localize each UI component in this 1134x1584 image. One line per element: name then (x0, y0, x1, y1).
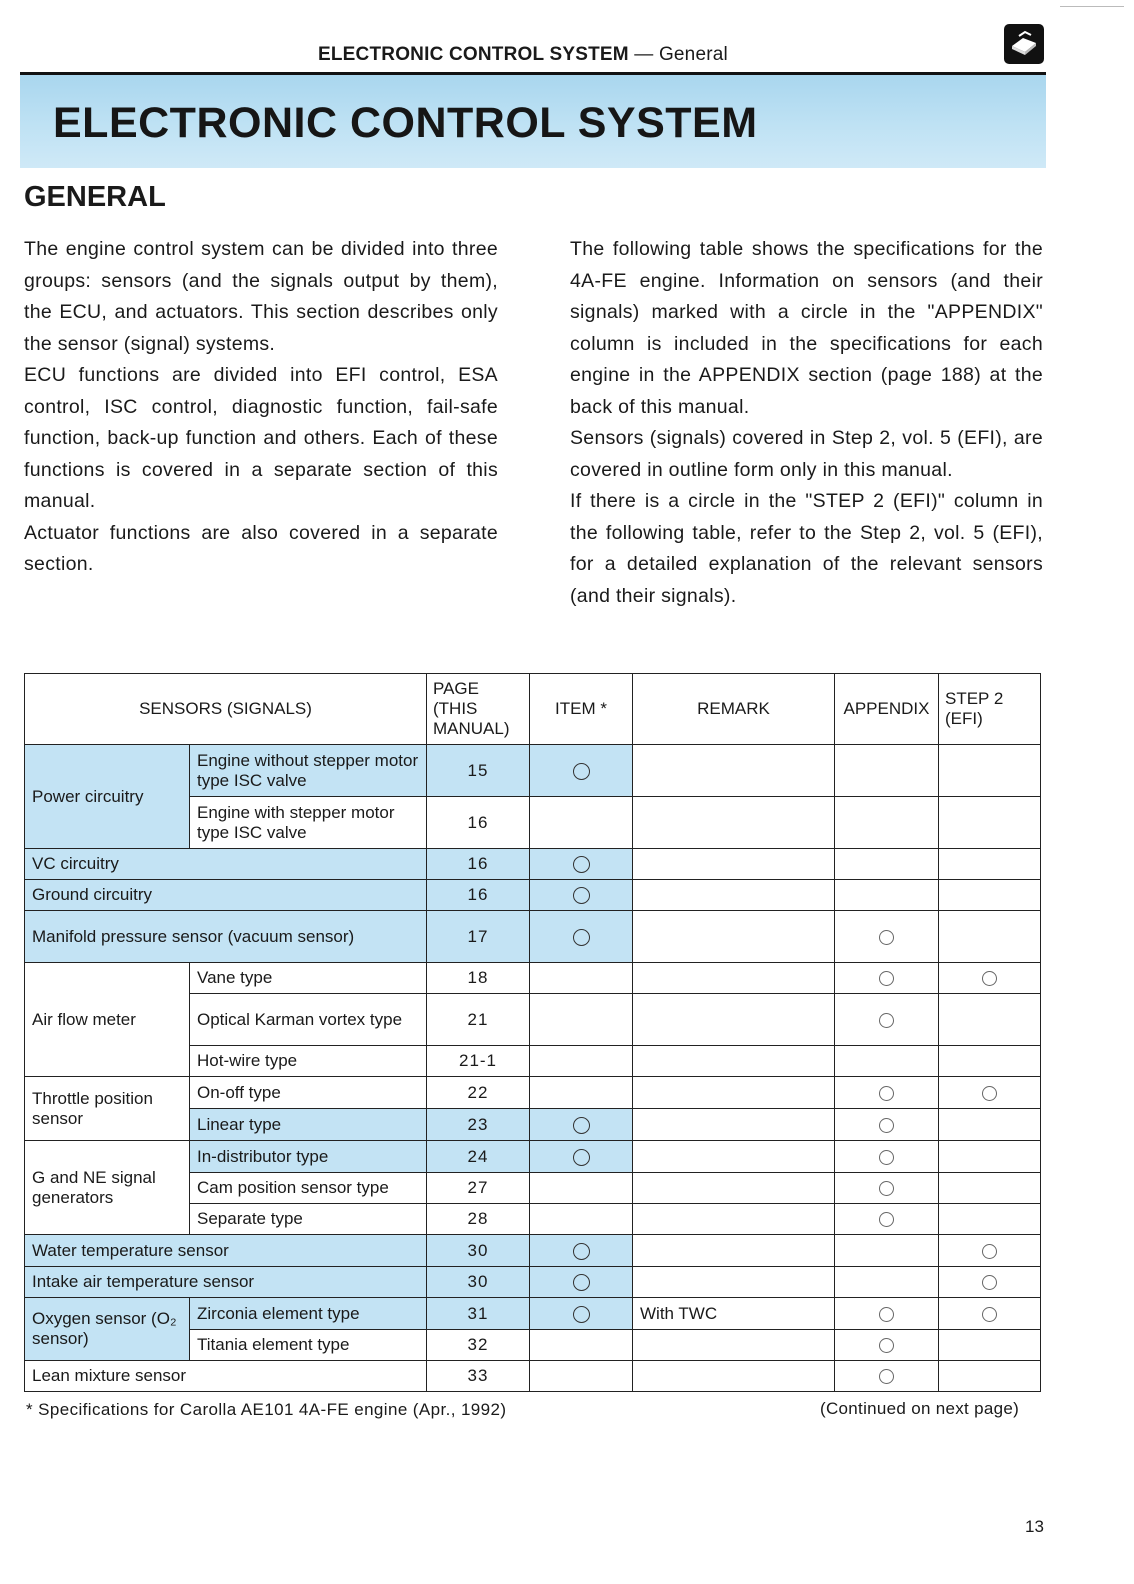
sensor-subtype: Titania element type (190, 1330, 427, 1361)
paragraph: The engine control system can be divided into three groups: sensors (and the signals output by them), the ECU, and actuators. This section describes only the sensor (signal) systems. (24, 238, 498, 355)
sensor-group: Oxygen sensor (O₂ sensor) (25, 1298, 190, 1361)
remark-cell (633, 1330, 835, 1361)
item-cell (530, 994, 633, 1046)
remark-cell (633, 1267, 835, 1298)
sensor-subtype: In-distributor type (190, 1141, 427, 1173)
table-header-row (25, 674, 1041, 745)
appendix-cell (835, 1141, 939, 1173)
paragraph: ECU functions are divided into EFI control, ESA control, ISC control, diagnostic function, fail-safe function, back-up function and others. Each of these functions is covered in a separate section of this manual. (24, 364, 498, 512)
item-cell (530, 1141, 633, 1173)
step2-cell (939, 1077, 1041, 1109)
step2-cell (939, 745, 1041, 797)
circle-mark-icon (879, 1338, 894, 1353)
table-row (25, 1141, 1041, 1173)
running-header (318, 44, 728, 66)
circle-mark-icon (879, 1013, 894, 1028)
remark-cell (633, 745, 835, 797)
circle-mark-icon (573, 856, 590, 873)
step2-cell (939, 963, 1041, 994)
table-row (25, 745, 1041, 797)
step2-cell (939, 1298, 1041, 1330)
header-sensors: SENSORS (SIGNALS) (25, 674, 427, 745)
title-banner (20, 75, 1046, 168)
item-cell (530, 797, 633, 849)
circle-mark-icon (573, 1117, 590, 1134)
item-cell (530, 1077, 633, 1109)
page-cell: 31 (427, 1298, 530, 1330)
remark-cell (633, 849, 835, 880)
page-cell: 16 (427, 797, 530, 849)
remark-cell (633, 994, 835, 1046)
item-cell (530, 911, 633, 963)
sensor-group: Air flow meter (25, 963, 190, 1077)
sensor-group: Power circuitry (25, 745, 190, 849)
remark-cell (633, 1204, 835, 1235)
item-cell (530, 1173, 633, 1204)
appendix-cell (835, 1361, 939, 1392)
appendix-cell (835, 1046, 939, 1077)
running-header-bold: ELECTRONIC CONTROL SYSTEM (318, 44, 629, 65)
paragraph: Sensors (signals) covered in Step 2, vol. 5 (EFI), are covered in outline form only in this manual. (570, 427, 1043, 481)
right-text-column (570, 234, 1043, 612)
circle-mark-icon (982, 971, 997, 986)
sensor-subtype: Engine with stepper motor type ISC valve (190, 797, 427, 849)
table-row (25, 849, 1041, 880)
remark-cell (633, 880, 835, 911)
table-row (25, 1298, 1041, 1330)
page-cell: 23 (427, 1109, 530, 1141)
circle-mark-icon (573, 1149, 590, 1166)
appendix-cell (835, 1109, 939, 1141)
appendix-cell (835, 797, 939, 849)
sensor-group: G and NE signal generators (25, 1141, 190, 1235)
table-footnote: * Specifications for Carolla AE101 4A-FE engine (Apr., 1992) (26, 1400, 507, 1419)
step2-cell (939, 994, 1041, 1046)
sensor-subtype: Engine without stepper motor type ISC valve (190, 745, 427, 797)
circle-mark-icon (879, 1086, 894, 1101)
circle-mark-icon (879, 971, 894, 986)
appendix-cell (835, 1267, 939, 1298)
step2-cell (939, 1267, 1041, 1298)
remark-cell (633, 797, 835, 849)
table-row (25, 911, 1041, 963)
appendix-cell (835, 1173, 939, 1204)
header-remark: REMARK (633, 674, 835, 745)
step2-cell (939, 1173, 1041, 1204)
circle-mark-icon (573, 887, 590, 904)
page-cell: 15 (427, 745, 530, 797)
page-cell: 30 (427, 1235, 530, 1267)
step2-cell (939, 849, 1041, 880)
sensor-subtype: Zirconia element type (190, 1298, 427, 1330)
sensor-spec-table (24, 673, 1041, 1392)
circle-mark-icon (573, 1243, 590, 1260)
appendix-cell (835, 963, 939, 994)
sensor-name: Lean mixture sensor (25, 1361, 427, 1392)
remark-cell (633, 1361, 835, 1392)
appendix-cell (835, 1330, 939, 1361)
table-row (25, 1267, 1041, 1298)
sensor-name: VC circuitry (25, 849, 427, 880)
appendix-cell (835, 1235, 939, 1267)
sensor-subtype: On-off type (190, 1077, 427, 1109)
page-cell: 28 (427, 1204, 530, 1235)
item-cell (530, 1267, 633, 1298)
step2-cell (939, 1141, 1041, 1173)
item-cell (530, 1298, 633, 1330)
step2-cell (939, 880, 1041, 911)
top-edge-rule (1060, 6, 1124, 7)
remark-cell (633, 911, 835, 963)
appendix-cell (835, 1077, 939, 1109)
circle-mark-icon (573, 763, 590, 780)
running-header-rest: — General (628, 44, 728, 65)
manual-book-icon (1004, 24, 1044, 64)
sensor-subtype: Hot-wire type (190, 1046, 427, 1077)
item-cell (530, 745, 633, 797)
circle-mark-icon (879, 1181, 894, 1196)
appendix-cell (835, 994, 939, 1046)
circle-mark-icon (573, 1274, 590, 1291)
circle-mark-icon (982, 1086, 997, 1101)
appendix-cell (835, 849, 939, 880)
circle-mark-icon (879, 1150, 894, 1165)
sensor-subtype: Linear type (190, 1109, 427, 1141)
appendix-cell (835, 745, 939, 797)
sensor-name: Ground circuitry (25, 880, 427, 911)
header-appendix: APPENDIX (835, 674, 939, 745)
remark-cell (633, 1141, 835, 1173)
item-cell (530, 1204, 633, 1235)
item-cell (530, 1361, 633, 1392)
header-step2: STEP 2 (EFI) (939, 674, 1041, 745)
table-row (25, 1361, 1041, 1392)
remark-cell (633, 1235, 835, 1267)
page-title: ELECTRONIC CONTROL SYSTEM (53, 99, 758, 147)
step2-cell (939, 1204, 1041, 1235)
sensor-group: Throttle position sensor (25, 1077, 190, 1141)
remark-cell (633, 1077, 835, 1109)
remark-cell (633, 1173, 835, 1204)
page-cell: 32 (427, 1330, 530, 1361)
circle-mark-icon (879, 1118, 894, 1133)
step2-cell (939, 1235, 1041, 1267)
sensor-subtype: Optical Karman vortex type (190, 994, 427, 1046)
remark-cell (633, 1109, 835, 1141)
page-cell: 33 (427, 1361, 530, 1392)
page-cell: 22 (427, 1077, 530, 1109)
item-cell (530, 1330, 633, 1361)
item-cell (530, 1235, 633, 1267)
header-page: PAGE (THIS MANUAL) (427, 674, 530, 745)
step2-cell (939, 1361, 1041, 1392)
circle-mark-icon (879, 930, 894, 945)
sensor-subtype: Cam position sensor type (190, 1173, 427, 1204)
page-cell: 24 (427, 1141, 530, 1173)
circle-mark-icon (982, 1244, 997, 1259)
circle-mark-icon (573, 929, 590, 946)
page-cell: 21-1 (427, 1046, 530, 1077)
item-cell (530, 880, 633, 911)
sensor-name: Water temperature sensor (25, 1235, 427, 1267)
remark-cell (633, 1046, 835, 1077)
page-cell: 16 (427, 880, 530, 911)
appendix-cell (835, 911, 939, 963)
table-row (25, 880, 1041, 911)
continued-note: (Continued on next page) (820, 1399, 1020, 1418)
page-number: 13 (1025, 1517, 1044, 1536)
circle-mark-icon (982, 1307, 997, 1322)
sensor-name: Manifold pressure sensor (vacuum sensor) (25, 911, 427, 963)
remark-cell (633, 963, 835, 994)
step2-cell (939, 1109, 1041, 1141)
sensor-name: Intake air temperature sensor (25, 1267, 427, 1298)
sensor-subtype: Separate type (190, 1204, 427, 1235)
paragraph: Actuator functions are also covered in a separate section. (24, 521, 498, 575)
page-cell: 30 (427, 1267, 530, 1298)
appendix-cell (835, 1204, 939, 1235)
item-cell (530, 1046, 633, 1077)
circle-mark-icon (879, 1212, 894, 1227)
section-heading: GENERAL (24, 181, 166, 213)
remark-cell: With TWC (633, 1298, 835, 1330)
table-row (25, 963, 1041, 994)
page-cell: 16 (427, 849, 530, 880)
left-text-column (24, 234, 498, 581)
page-cell: 27 (427, 1173, 530, 1204)
item-cell (530, 963, 633, 994)
paragraph: If there is a circle in the "STEP 2 (EFI)" column in the following table, refer to the Step 2, vol. 5 (EFI), for a detailed explanation of the relevant sensors (and their signals). (570, 490, 1043, 607)
table-row (25, 1235, 1041, 1267)
item-cell (530, 849, 633, 880)
circle-mark-icon (573, 1306, 590, 1323)
circle-mark-icon (879, 1369, 894, 1384)
circle-mark-icon (879, 1307, 894, 1322)
item-cell (530, 1109, 633, 1141)
page-cell: 18 (427, 963, 530, 994)
appendix-cell (835, 880, 939, 911)
page-cell: 21 (427, 994, 530, 1046)
appendix-cell (835, 1298, 939, 1330)
step2-cell (939, 911, 1041, 963)
step2-cell (939, 797, 1041, 849)
page-cell: 17 (427, 911, 530, 963)
table-row (25, 1077, 1041, 1109)
step2-cell (939, 1330, 1041, 1361)
circle-mark-icon (982, 1275, 997, 1290)
paragraph: The following table shows the specifications for the 4A-FE engine. Information on sensors (and their signals) marked with a circle in the "APPENDIX" column is included in the specifications for each engine in the APPENDIX section (page 188) at the back of this manual. (570, 238, 1043, 418)
step2-cell (939, 1046, 1041, 1077)
sensor-subtype: Vane type (190, 963, 427, 994)
table-body (25, 745, 1041, 1392)
header-item: ITEM * (530, 674, 633, 745)
